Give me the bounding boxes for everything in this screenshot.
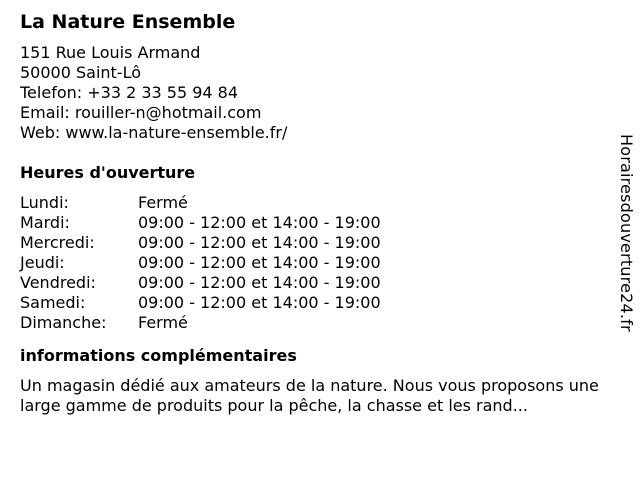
- email-address: Email: rouiller-n@hotmail.com: [20, 103, 262, 122]
- hours-row-vendredi: [20, 273, 610, 293]
- contact-block: [20, 43, 610, 143]
- hours-day-label: Dimanche:: [20, 313, 107, 332]
- hours-day-label: Mardi:: [20, 213, 70, 232]
- opening-hours-heading: Heures d'ouverture: [20, 163, 196, 182]
- business-card: [20, 10, 610, 416]
- opening-hours-table: [20, 193, 610, 333]
- hours-row-jeudi: [20, 253, 610, 273]
- city-postcode: 50000 Saint-Lô: [20, 63, 141, 82]
- additional-info-heading: informations complémentaires: [20, 346, 297, 365]
- hours-row-dimanche: [20, 313, 610, 333]
- street-address: 151 Rue Louis Armand: [20, 43, 201, 62]
- hours-value: 09:00 - 12:00 et 14:00 - 19:00: [138, 253, 381, 272]
- hours-value: 09:00 - 12:00 et 14:00 - 19:00: [138, 233, 381, 252]
- hours-day-label: Mercredi:: [20, 233, 95, 252]
- additional-info-text: Un magasin dédié aux amateurs de la nature. Nous vous proposons une large gamme de produits pour la pêche, la chasse et les rand...: [20, 376, 599, 415]
- hours-value: 09:00 - 12:00 et 14:00 - 19:00: [138, 213, 381, 232]
- hours-value: Fermé: [138, 313, 188, 332]
- hours-value: 09:00 - 12:00 et 14:00 - 19:00: [138, 293, 381, 312]
- phone-number: Telefon: +33 2 33 55 94 84: [20, 83, 239, 102]
- hours-row-mercredi: [20, 233, 610, 253]
- site-watermark: Horairesdouverture24.fr: [617, 134, 636, 332]
- business-name: La Nature Ensemble: [20, 11, 236, 33]
- hours-row-samedi: [20, 293, 610, 313]
- website-address: Web: www.la-nature-ensemble.fr/: [20, 123, 288, 142]
- hours-row-mardi: [20, 213, 610, 233]
- hours-day-label: Vendredi:: [20, 273, 96, 292]
- hours-day-label: Jeudi:: [20, 253, 65, 272]
- hours-value: Fermé: [138, 193, 188, 212]
- hours-value: 09:00 - 12:00 et 14:00 - 19:00: [138, 273, 381, 292]
- hours-day-label: Lundi:: [20, 193, 69, 212]
- hours-day-label: Samedi:: [20, 293, 86, 312]
- hours-row-lundi: [20, 193, 610, 213]
